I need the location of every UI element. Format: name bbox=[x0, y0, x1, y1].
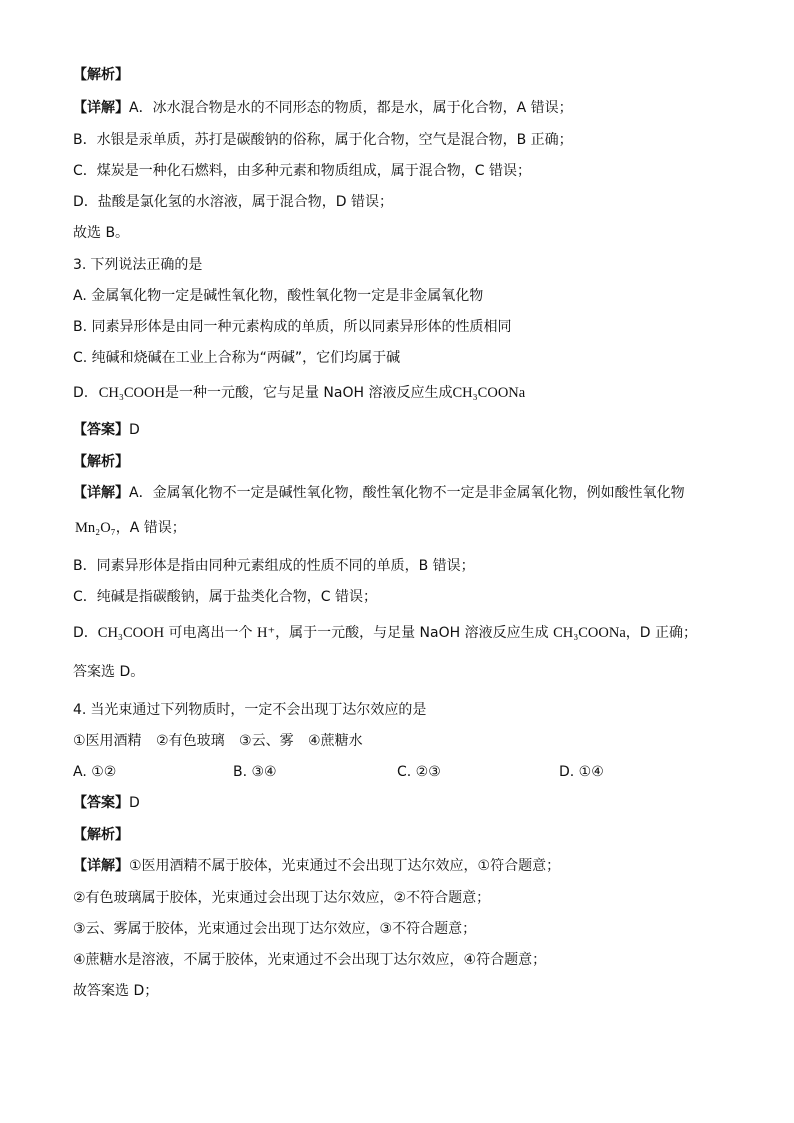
q3-detail-d-text3: ，D 正确； bbox=[625, 625, 698, 641]
answer-tag: 【答案】 bbox=[73, 795, 129, 811]
formula-sodium-acetate: CH₃COONa bbox=[452, 385, 526, 401]
formula-acetic-acid: CH₃COOH bbox=[98, 385, 165, 401]
q3-stem bbox=[73, 255, 202, 275]
analysis-tag: 【解析】 bbox=[73, 67, 129, 83]
q4-option-b: B. ③④ bbox=[233, 764, 277, 780]
q3-number: 3. bbox=[73, 257, 87, 273]
q4-item-2: ②有色玻璃 bbox=[156, 733, 225, 749]
q4-analysis-heading bbox=[73, 825, 129, 845]
detail-tag: 【详解】 bbox=[73, 100, 129, 116]
q2-detail-d: D．盐酸是氯化氢的水溶液，属于混合物，D 错误； bbox=[73, 194, 394, 210]
q2-detail-c: C．煤炭是一种化石燃料，由多种元素和物质组成，属于混合物，C 错误； bbox=[73, 163, 531, 179]
q4-detail-3: ③云、雾属于胶体，光束通过会出现丁达尔效应，③不符合题意； bbox=[73, 921, 477, 937]
q3-detail-c: C．纯碱是指碳酸钠，属于盐类化合物，C 错误； bbox=[73, 589, 377, 605]
formula-sodium-acetate: CH₃COONa bbox=[553, 625, 626, 641]
q3-option-d bbox=[73, 383, 525, 403]
formula-manganese-heptoxide: Mn₂O₇ bbox=[75, 520, 116, 536]
q4-items bbox=[73, 731, 373, 751]
analysis-tag: 【解析】 bbox=[73, 454, 129, 470]
q2-detail-b: B．水银是汞单质，苏打是碳酸钠的俗称，属于化合物，空气是混合物，B 正确； bbox=[73, 132, 573, 148]
q3-stem-text: 下列说法正确的是 bbox=[90, 257, 203, 273]
detail-tag: 【详解】 bbox=[73, 858, 129, 874]
q3-answer bbox=[73, 420, 140, 440]
q2-analysis-heading bbox=[73, 65, 129, 85]
detail-tag: 【详解】 bbox=[73, 485, 129, 501]
q3-option-c: C. 纯碱和烧碱在工业上合称为“两碱”，它们均属于碱 bbox=[73, 350, 401, 366]
q3-option-a: A. 金属氧化物一定是碱性氧化物，酸性氧化物一定是非金属氧化物 bbox=[73, 288, 484, 304]
q4-detail-1-text: ①医用酒精不属于胶体，光束通过不会出现丁达尔效应，①符合题意； bbox=[129, 858, 561, 874]
q4-detail-2: ②有色玻璃属于胶体，光束通过会出现丁达尔效应，②不符合题意； bbox=[73, 890, 491, 906]
analysis-tag: 【解析】 bbox=[73, 827, 129, 843]
q4-item-3: ③云、雾 bbox=[239, 733, 294, 749]
q3-detail-a-end: ，A 错误； bbox=[115, 520, 186, 536]
q4-detail-4: ④蔗糖水是溶液，不属于胶体，光束通过不会出现丁达尔效应，④符合题意； bbox=[73, 952, 547, 968]
q4-stem-text: 当光束通过下列物质时，一定不会出现丁达尔效应的是 bbox=[90, 702, 427, 718]
q4-option-a: A. ①② bbox=[73, 764, 117, 780]
q4-item-1: ①医用酒精 bbox=[73, 733, 142, 749]
q2-conclusion: 故选 B。 bbox=[73, 225, 130, 241]
q3-option-b: B. 同素异形体是由同一种元素构成的单质，所以同素异形体的性质相同 bbox=[73, 319, 512, 335]
formula-hydrogen-ion: H⁺ bbox=[256, 625, 276, 641]
q2-detail-a-text: A．冰水混合物是水的不同形态的物质，都是水，属于化合物，A 错误； bbox=[129, 100, 573, 116]
formula-acetic-acid: CH₃COOH bbox=[97, 625, 165, 641]
q4-option-c: C. ②③ bbox=[397, 764, 441, 780]
q4-option-d: D. ①④ bbox=[559, 764, 604, 780]
q3-option-d-label: D. bbox=[73, 385, 89, 401]
q4-conclusion: 故答案选 D； bbox=[73, 983, 159, 999]
q3-conclusion: 答案选 D。 bbox=[73, 664, 145, 680]
q4-item-4: ④蔗糖水 bbox=[308, 733, 363, 749]
q4-detail-1 bbox=[73, 856, 560, 876]
q3-option-d-text: 是一种一元酸，它与足量 NaOH 溶液反应生成 bbox=[164, 385, 453, 401]
q3-detail-a-line2 bbox=[75, 518, 186, 538]
q3-answer-value: D bbox=[129, 422, 140, 438]
answer-tag: 【答案】 bbox=[73, 422, 129, 438]
q4-number: 4. bbox=[73, 702, 87, 718]
q2-detail-a bbox=[73, 98, 573, 118]
q3-detail-b: B．同素异形体是指由同种元素组成的性质不同的单质，B 错误； bbox=[73, 558, 475, 574]
q3-detail-a-text: A．金属氧化物不一定是碱性氧化物，酸性氧化物不一定是非金属氧化物，例如酸性氧化物 bbox=[129, 485, 685, 501]
q3-detail-d-label: D． bbox=[73, 625, 98, 641]
q3-detail-d bbox=[73, 623, 697, 643]
q4-answer-value: D bbox=[129, 795, 140, 811]
q3-detail-d-text2: ，属于一元酸，与足量 NaOH 溶液反应生成 bbox=[275, 625, 549, 641]
q3-analysis-heading bbox=[73, 452, 129, 472]
q3-detail-a-line1 bbox=[73, 483, 685, 503]
q4-stem bbox=[73, 700, 426, 720]
q4-answer bbox=[73, 793, 140, 813]
q3-detail-d-text1: 可电离出一个 bbox=[168, 625, 253, 641]
